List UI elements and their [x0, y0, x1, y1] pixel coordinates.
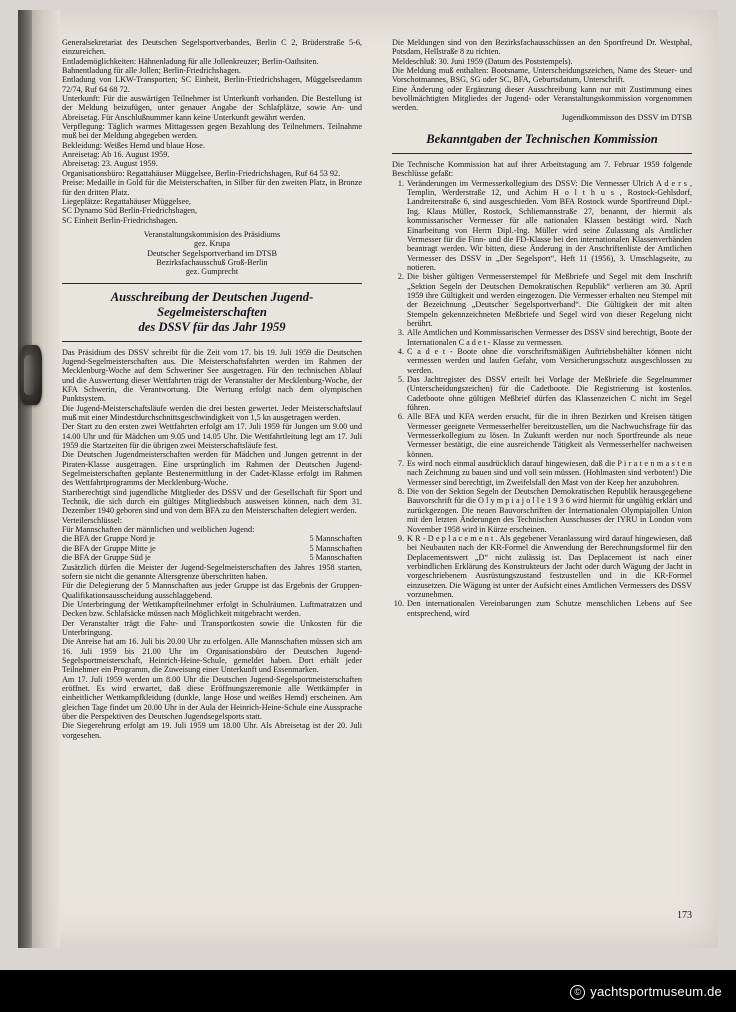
section-heading: Bekanntgaben der Technischen Kommission [426, 132, 658, 147]
paragraph: Abreisetag: 23. August 1959. [62, 159, 158, 169]
list-item-number: 1. [397, 178, 404, 188]
divider [62, 283, 362, 284]
page-content [62, 38, 702, 928]
paragraph: Das Präsidium des DSSV schreibt für die Zeit vom 17. bis 19. Juli 1959 die Deutschen Jugend-Segelmeisterschaften aus. Die Meisterschaftsfahrten werden im Rahmen der Mecklenburg-Woche auf dem Schweriner See ausgetragen. Für den technischen Ablauf und die Auswertung dieser Wettfahrten trägt der Veranstalter der Mecklenburg-Woche, der KFA Schwerin, die Verantwortung. Die Wertung erfolgt nach dem olympischen Punktsystem. [62, 347, 362, 404]
credit-text: yachtsportmuseum.de [590, 984, 722, 999]
paragraph: Startberechtigt sind jugendliche Mitglieder des DSSV und der Gesellschaft für Sport und Technik, die sich durch ein gültiges Mitgliedsbuch ausweisen können, nach dem 31. Dezember 1940 geboren sind und von dem BFA zu den Meisterschaften delegiert werden. [62, 487, 362, 516]
paragraph: Am 17. Juli 1959 werden um 8.00 Uhr die Deutschen Jugend-Segelsportmeisterschaften eröffnet. Es wird erwartet, daß diese Eröffnungszeremonie alle Wettkämpfer in einheitlicher Wettkampfkleidung (dunkle, lange Hose und weißes Hemd) erscheinen. Am gleichen Tage findet um 20.00 Uhr in der Aula der Heinrich-Heine-Schule eine Aussprache über die Perspektiven des Deutschen Jugendsegelsports statt. [62, 674, 362, 721]
list-item-text: Es wird noch einmal ausdrücklich darauf hingewiesen, daß die P i r a t e n m a s t e n nach Zeichnung zu bauen sind und voll sein müssen. (Hohlmasten sind verboten!) Die Vermesser sind berechtigt, im Zweifelsfall den Mast von der Keep her anzubohren. [407, 459, 692, 487]
list-item [392, 272, 692, 328]
list-item-text: Alle BFA und KFA werden ersucht, für die in ihren Bezirken und Kreisen tätigen Vermesser geeignete Vermesserhelfer bereitzustellen, um die Nachwuchsfrage für das Vermesserkollegium zu lösen. In Zukunft werden nur noch Sportfreunde als neue Vermesser bestätigt, die eine ausreichende Tätigkeit als Vermesserhelfer nachweisen können. [407, 412, 692, 459]
paragraph: Die Unterbringung der Wettkampfteilnehmer erfolgt in Schulräumen. Luftmatratzen und Decken bzw. Schlafsäcke müssen nach Möglichkeit mitgebracht werden. [62, 599, 362, 619]
list-item [392, 347, 692, 375]
list-item-text: Alle Amtlichen und Kommissarischen Vermesser des DSSV sind berechtigt, Boote der Internationalen C a d e t - Klasse zu vermessen. [407, 328, 692, 347]
section-heading [62, 290, 362, 335]
list-item-text: Den internationalen Vereinbarungen zum Schutze menschlichen Lebens auf See entsprechend, wird [407, 599, 692, 618]
watermark-credit [570, 984, 722, 1000]
list-item-text: Veränderungen im Vermesserkollegium des DSSV: Die Vermesser Ulrich A d e r s , Templin, Werderstraße 12, und Achim H o l t h u s , Rostock-Gehlsdorf, Landreiterstraße 6, sind ausgeschieden. Vom BFA Rostock wurde Sportfreund Dipl.-Ing. Klaus Müller, Rostock, Schliemannstraße 27, benannt, der hiermit als kommissarischer Vermesser für alle nationalen Klassen bestätigt wird. Nach Einarbeitung von Herrn Dipl.-Ing. Müller wird seine Zulassung als Amtlicher Vermesser für die Finn- und die FD-Klasse bei den internationalen Klassenverbänden beantragt werden. Wir bitten, diese Änderung in der Anschriftenliste der Amtlichen Vermesser des DSSV in „Der Segelsport“, Heft 11 (1956), 3. Umschlagseite, zu notieren. [407, 178, 692, 272]
paragraph: Bahnentladung für alle Jollen; Berlin-Friedrichshagen. [62, 66, 241, 76]
right-column [392, 38, 692, 618]
paragraph: Für Mannschaften der männlichen und weiblichen Jugend: [62, 525, 255, 535]
paragraph: SC Dynamo Süd Berlin-Friedrichshagen, [62, 206, 198, 216]
paragraph: Entladung von LKW-Transporten; SC Einheit, Berlin-Friedrichshagen, Müggelseedamm 72/74, Ruf 64 68 72. [62, 75, 362, 94]
paragraph: Liegeplätze: Regattahäuser Müggelsee, [62, 196, 191, 206]
signature-line: Bezirksfachausschuß Groß-Berlin [156, 257, 268, 267]
signature-line: Jugendkommisson des DSSV im DTSB [561, 112, 692, 122]
divider [392, 153, 692, 154]
list-item-text: Das Jachtregister des DSSV erteilt bei Vorlage der Meßbriefe die Segelnummer (Unterscheidungszeichen) für die Cadetboote. Die Registrierung ist kostenlos. Cadetboote ohne gültigen Meßbrief dürfen das Klassenzeichen C nicht im Segel führen. [407, 375, 692, 413]
list-item-number: 5. [397, 375, 404, 384]
list-item-text: Die bisher gültigen Vermesserstempel für Meßbriefe und Segel mit dem Inschrift „Sektion Segeln der Deutschen Demokratischen Republik“ verlieren am 30. April 1959 ihre Gültigkeit und werden eingezogen. Die Vermesser erhalten neu Stempel mit der Bezeichnung „Deutscher Segelsportverband“. Die Gültigkeit der mit alten Stempeln gekennzeichneten Meßbriefe und Segel wird von dieser Regelung nicht berührt. [407, 272, 692, 328]
list-item-number: 7. [397, 459, 404, 469]
list-item [392, 412, 692, 459]
signature-line: gez. Krupa [194, 239, 230, 249]
distribution-value: 5 Mannschaften [309, 534, 362, 544]
paragraph: Der Start zu den ersten zwei Wettfahrten erfolgt am 17. Juli 1959 für Jungen um 9.00 und 14.00 Uhr und für Mädchen um 9.05 und 14.05 Uhr. Die Wettfahrtleitung legt am 17. Juli 1959 die Startzeiten für die übrigen zwei Meisterschaftsläufe fest. [62, 422, 362, 451]
paragraph: Meldeschluß: 30. Juni 1959 (Datum des Poststempels). [392, 56, 573, 66]
list-item-number: 4. [397, 346, 404, 356]
signature-line: Deutscher Segelsportverband im DTSB [147, 248, 277, 258]
list-item-text: C a d e t - Boote ohne die vorschriftsmäßigen Auftriebsbehälter können nicht vermessen werden und laufen Gefahr, vom Versicherungsschutz ausgeschlossen zu werden. [407, 346, 692, 375]
paragraph: Unterkunft: Für die auswärtigen Teilnehmer ist Unterkunft vorhanden. Die Bestellung ist der Meldung beizufügen, unter genauer Angabe der Schlafplätze, sowie An- und Abreisetag. Für Anschlußnummer kann keine Unterkunft gewährt werden. [62, 94, 362, 122]
list-item-text: K R - D e p l a c e m e n t . Als gegebener Veranlassung wird darauf hingewiesen, daß bei Neubauten nach der KR-Formel die Anwendung der Berechnungsformel für den Deplacementswert „D“ nicht zulässig ist. Das Deplacement ist nach einer verbindlichen Erklärung des Konstrukteurs der Jacht oder durch Wägung der Jacht in vorgeschriebenem Ausrüstungszustand festzustellen und in die KR-Formel einzusetzen. Die Wägung ist unter der Aufsicht eines Amtlichen Vermessers des DSSV vorzunehmen. [407, 533, 692, 599]
list-item-text: Die von der Sektion Segeln der Deutschen Demokratischen Republik herausgegebene Bauvorschrift für die O l y m p i a j o l l e 1 9 3 6 wird hiermit für ungültig erklärt und zurückgezogen. Die neuen Bauvorschriften der Internationalen Olympiajollen Union mit den letzten Änderungen des Technischen Ausschusses der IYRU in London vom November 1958 wird in Kürze erscheinen. [407, 487, 692, 534]
copyright-icon: © [570, 985, 585, 1000]
decision-list [392, 179, 692, 618]
paragraph: Eine Änderung oder Ergänzung dieser Ausschreibung kann nur mit Zustimmung eines bevollmächtigten Mitgliedes der Jugend- oder Veranstaltungskommission vorgenommen werden. [392, 84, 692, 113]
divider [62, 341, 362, 342]
paragraph: Die Siegerehrung erfolgt am 19. Juli 1959 um 18.00 Uhr. Als Abreisetag ist der 20. Juli vorgesehen. [62, 721, 362, 740]
paragraph: Zusätzlich dürfen die Meister der Jugend-Segelmeisterschaften des Jahres 1958 starten, sofern sie nicht die genannte Altersgrenze überschritten haben. [62, 562, 362, 581]
paragraph: Bekleidung: Weißes Hemd und blaue Hose. [62, 140, 205, 150]
distribution-label: die BFA der Gruppe Süd je [62, 553, 151, 563]
paragraph: Generalsekretariat des Deutschen Segelsportverbandes, Berlin C 2, Brüderstraße 5-6, einzureichen. [62, 38, 362, 57]
paragraph: Die Anreise hat am 16. Juli bis 20.00 Uhr zu erfolgen. Alle Mannschaften müssen sich am 16. Juli 1959 bis 21.00 Uhr im Organisationsbüro der Deutschen Jugend-Segelsportmeisterschaft, Heinrich-Heine-Schule, gemeldet haben. Dort erhält jeder Teilnehmer ein Programm, die Zuweisung einer Unterkunft und Essenmarken. [62, 637, 362, 675]
page-number: 173 [677, 910, 692, 921]
paragraph: Die Meldung muß enthalten: Bootsname, Unterscheidungszeichen, Name des Steuer- und Vorschotmannes, BSG, SG oder SC, BFA, Geburtsdatum, Unterschrift. [392, 66, 692, 85]
paragraph: Der Veranstalter trägt die Fahr- und Transportkosten sowie die Unkosten für die Unterbringung. [62, 618, 362, 637]
list-item [392, 179, 692, 272]
paragraph: Organisationsbüro: Regattahäuser Müggelsee, Berlin-Friedrichshagen, Ruf 64 53 92. [62, 168, 341, 178]
list-item-number: 6. [397, 412, 404, 422]
paragraph: Entlademöglichkeiten: Hähnenladung für alle Jollenkreuzer; Berlin-Oathsiten. [62, 56, 319, 66]
list-item-number: 9. [397, 533, 404, 543]
distribution-value: 5 Mannschaften [309, 543, 362, 553]
list-item [392, 459, 692, 487]
subheading: Verteilerschlüssel: [62, 515, 123, 525]
page-binding-shadow [18, 10, 32, 948]
left-column [62, 38, 362, 740]
paragraph: Die Deutschen Jugendmeisterschaften werden für Mädchen und Jungen getrennt in der Piraten-Klasse ausgetragen. Eine ursprünglich im Rahmen der Deutschen Jugend-Segelmeisterschaften geplante Bestenermittlung in der Cadet-Klasse erfolgt im Rahmen des Wettfahrtprogramms der Mecklenburg-Woche. [62, 450, 362, 488]
list-item-number: 3. [397, 328, 404, 338]
distribution-value: 5 Mannschaften [309, 553, 362, 563]
list-item-number: 2. [397, 272, 404, 282]
list-item [392, 487, 692, 534]
distribution-label: die BFA der Gruppe Mitte je [62, 543, 156, 553]
paragraph: Verpflegung: Täglich warmes Mittagessen gegen Bezahlung des Teilnehmers. Teilnahme muß bei der Meldung abgegeben werden. [62, 122, 362, 141]
list-item-number: 8. [397, 487, 404, 497]
paragraph: Für die Delegierung der 5 Mannschaften aus jeder Gruppe ist das Ergebnis der Gruppen-Qualifikationsausscheidung ausschlaggebend. [62, 581, 362, 600]
signature-line: gez. Gumprecht [185, 267, 239, 277]
list-item [392, 328, 692, 347]
list-item [392, 375, 692, 412]
binder-clip-icon [20, 345, 42, 405]
paragraph: Die Meldungen sind von den Bezirksfachausschüssen an den Sportfreund Dr. Westphal, Potsdam, Hellstraße 8 zu richten. [392, 38, 692, 57]
paragraph: Preise: Medaille in Gold für die Meisterschaften, in Silber für den zweiten Platz, in Bronze für den dritten Platz. [62, 178, 362, 197]
paragraph: SC Einheit Berlin-Friedrichshagen. [62, 215, 178, 225]
paragraph: Anreisetag: Ab 16. August 1959. [62, 150, 170, 160]
list-item [392, 534, 692, 599]
distribution-row [62, 544, 362, 553]
paragraph: Die Technische Kommission hat auf ihrer Arbeitstagung am 7. Februar 1959 folgende Beschlüsse gefaßt: [392, 160, 692, 179]
list-item-number: 10. [393, 599, 404, 609]
distribution-row [62, 534, 362, 543]
list-item [392, 599, 692, 618]
distribution-label: die BFA der Gruppe Nord je [62, 534, 155, 544]
distribution-row [62, 553, 362, 562]
paragraph: Die Jugend-Meisterschaftsläufe werden die drei besten gewertet. Jeder Meisterschaftslauf muß mit einer Mindestdurchschnittsgeschwindigkeit von 1,5 kn ausgetragen werden. [62, 403, 362, 422]
section-heading-line1: Ausschreibung der Deutschen Jugend-Segelmeisterschaften [110, 289, 314, 319]
section-heading-line2: des DSSV für das Jahr 1959 [138, 319, 286, 334]
signature-line: Veranstaltungskommision des Präsidiums [143, 229, 281, 239]
